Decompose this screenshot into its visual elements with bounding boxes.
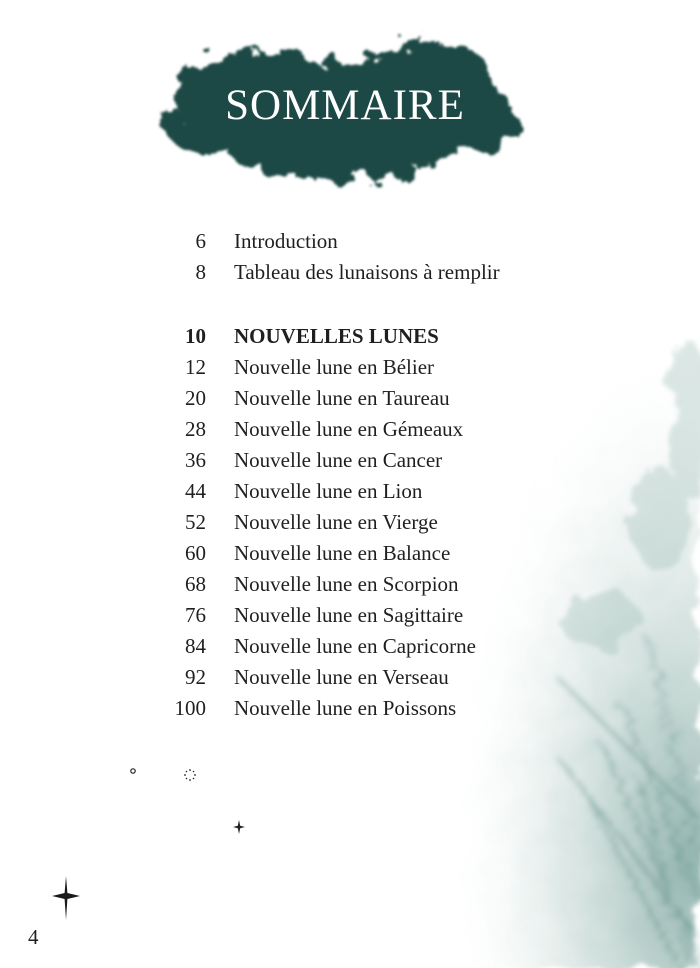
- page-number: 4: [28, 925, 39, 949]
- toc-entry[interactable]: [0, 352, 700, 382]
- toc-page-number: 44: [185, 479, 206, 503]
- toc-page-number: 52: [185, 510, 206, 534]
- four-point-star-icon: [233, 820, 245, 834]
- toc-label: Nouvelle lune en Scorpion: [234, 572, 459, 596]
- toc-label: Nouvelle lune en Poissons: [234, 696, 457, 720]
- toc-page-number: 60: [185, 541, 206, 565]
- toc-label: Introduction: [234, 229, 338, 253]
- toc-label: Nouvelle lune en Sagittaire: [234, 603, 464, 627]
- toc-label: Nouvelle lune en Verseau: [234, 665, 449, 689]
- toc-page-number: 92: [185, 665, 206, 689]
- toc-page-number: 12: [185, 355, 206, 379]
- toc-label: Nouvelle lune en Balance: [234, 541, 451, 565]
- toc-page-number: 36: [185, 448, 206, 472]
- toc-entry[interactable]: [0, 600, 700, 630]
- toc-section-heading[interactable]: [0, 321, 700, 351]
- toc-label: NOUVELLES LUNES: [234, 324, 439, 348]
- toc-entry[interactable]: [0, 569, 700, 599]
- toc-entry[interactable]: [0, 631, 700, 661]
- toc-entry[interactable]: [0, 538, 700, 568]
- toc-label: Nouvelle lune en Vierge: [234, 510, 438, 534]
- toc-page-number: 68: [185, 572, 206, 596]
- page-title: SOMMAIRE: [225, 82, 465, 129]
- toc-page-number: 8: [195, 260, 206, 284]
- toc-entry[interactable]: [0, 414, 700, 444]
- toc-label: Nouvelle lune en Gémeaux: [234, 417, 464, 441]
- toc-label: Nouvelle lune en Lion: [234, 479, 423, 503]
- toc-page-number: 28: [185, 417, 206, 441]
- toc-page-number: 84: [185, 634, 206, 658]
- toc-page-number: 10: [185, 324, 206, 348]
- toc-entry[interactable]: [0, 383, 700, 413]
- toc-page-number: 20: [185, 386, 206, 410]
- toc-label: Nouvelle lune en Bélier: [234, 355, 435, 379]
- toc-entry[interactable]: [0, 257, 700, 287]
- toc-entry[interactable]: [0, 507, 700, 537]
- dotted-star-icon: [183, 768, 197, 782]
- toc-label: Nouvelle lune en Taureau: [234, 386, 450, 410]
- toc-page-number: 100: [174, 696, 206, 720]
- small-circle-icon: [128, 766, 138, 776]
- toc-entry[interactable]: [0, 662, 700, 692]
- toc-page-number: 76: [185, 603, 206, 627]
- toc-entry[interactable]: [0, 693, 700, 723]
- sparkle-star-icon: [52, 876, 80, 920]
- toc-entry[interactable]: [0, 445, 700, 475]
- toc-entry[interactable]: [0, 476, 700, 506]
- toc-label: Tableau des lunaisons à remplir: [234, 260, 500, 284]
- toc-entry[interactable]: [0, 226, 700, 256]
- toc-label: Nouvelle lune en Cancer: [234, 448, 443, 472]
- toc-label: Nouvelle lune en Capricorne: [234, 634, 476, 658]
- toc-page-number: 6: [195, 229, 206, 253]
